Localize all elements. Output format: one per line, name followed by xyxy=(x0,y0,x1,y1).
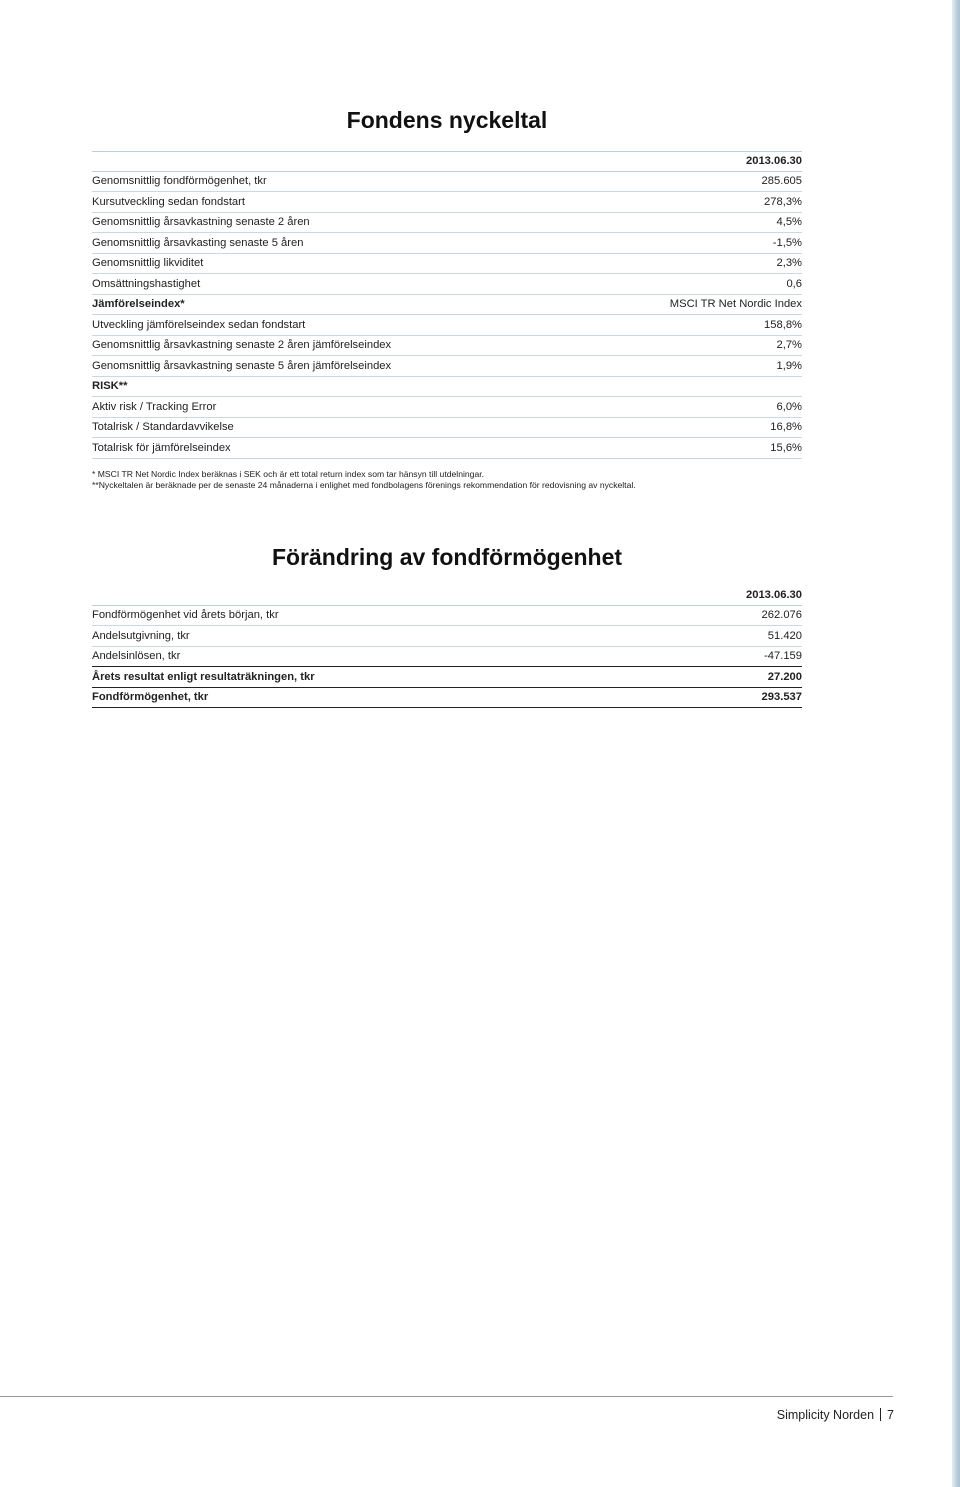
row-label: Genomsnittlig likviditet xyxy=(92,257,204,270)
row-value: 15,6% xyxy=(770,441,802,454)
table-row xyxy=(92,172,802,193)
table-row xyxy=(92,667,802,688)
row-label: Jämförelseindex* xyxy=(92,298,185,311)
footnote: * MSCI TR Net Nordic Index beräknas i SEK och är ett total return index som tar hänsyn till utdelningar. xyxy=(92,468,484,479)
table-row xyxy=(92,356,802,377)
row-value: MSCI TR Net Nordic Index xyxy=(669,298,802,311)
table-row xyxy=(92,192,802,213)
row-value: 278,3% xyxy=(764,195,802,208)
page-number: 7 xyxy=(887,1408,894,1422)
row-value: 285.605 xyxy=(761,175,802,188)
page-footer xyxy=(777,1408,894,1422)
row-value: 4,5% xyxy=(776,216,802,229)
key-figures-date-header xyxy=(92,151,802,172)
asset-change-title: Förändring av fondförmögenhet xyxy=(271,544,623,570)
date-header-label: 2013.06.30 xyxy=(746,588,802,601)
row-label: Fondförmögenhet, tkr xyxy=(92,691,209,704)
row-label: Årets resultat enligt resultaträkningen, tkr xyxy=(92,670,315,683)
row-label: Genomsnittlig fondförmögenhet, tkr xyxy=(92,175,267,188)
row-label: Andelsinlösen, tkr xyxy=(92,650,181,663)
key-figures-section xyxy=(92,106,802,491)
row-label: Fondförmögenhet vid årets början, tkr xyxy=(92,609,279,622)
table-row xyxy=(92,647,802,668)
table-row xyxy=(92,438,802,459)
row-value: 158,8% xyxy=(764,318,802,331)
row-value: 27.200 xyxy=(767,670,802,683)
table-row xyxy=(92,254,802,275)
table-row xyxy=(92,397,802,418)
footer-separator xyxy=(880,1408,881,1421)
asset-change-section xyxy=(92,543,802,708)
row-label: RISK** xyxy=(92,380,128,393)
row-label: Omsättningshastighet xyxy=(92,277,201,290)
table-row xyxy=(92,213,802,234)
row-value: 262.076 xyxy=(761,609,802,622)
footer-brand: Simplicity Norden xyxy=(776,1408,875,1422)
row-value: -1,5% xyxy=(772,236,802,249)
table-row xyxy=(92,418,802,439)
row-value: 2,3% xyxy=(776,257,802,270)
row-label: Genomsnittlig årsavkasting senaste 5 åren xyxy=(92,236,304,249)
row-value: 2,7% xyxy=(776,339,802,352)
table-row xyxy=(92,274,802,295)
date-header-label: 2013.06.30 xyxy=(746,155,802,168)
decorative-side-bar xyxy=(952,0,960,1487)
table-row xyxy=(92,295,802,316)
table-row xyxy=(92,606,802,627)
row-label: Utveckling jämförelseindex sedan fondstart xyxy=(92,318,306,331)
row-value: 6,0% xyxy=(776,400,802,413)
row-value: 16,8% xyxy=(770,421,802,434)
row-value: -47.159 xyxy=(764,650,802,663)
row-label: Genomsnittlig årsavkastning senaste 2 åren xyxy=(92,216,310,229)
row-value: 1,9% xyxy=(776,359,802,372)
row-label: Genomsnittlig årsavkastning senaste 5 åren jämförelseindex xyxy=(92,359,392,372)
table-row xyxy=(92,688,802,709)
table-row xyxy=(92,233,802,254)
table-row xyxy=(92,377,802,398)
row-label: Totalrisk för jämförelseindex xyxy=(92,441,231,454)
footnotes xyxy=(92,469,802,491)
row-value: 293.537 xyxy=(761,691,802,704)
key-figures-title: Fondens nyckeltal xyxy=(346,107,548,133)
table-row xyxy=(92,626,802,647)
row-label: Kursutveckling sedan fondstart xyxy=(92,195,245,208)
row-label: Totalrisk / Standardavvikelse xyxy=(92,421,234,434)
footer-divider xyxy=(0,1396,893,1397)
row-value: 51.420 xyxy=(767,629,802,642)
row-label: Genomsnittlig årsavkastning senaste 2 åren jämförelseindex xyxy=(92,339,392,352)
table-row xyxy=(92,336,802,357)
row-label: Andelsutgivning, tkr xyxy=(92,629,190,642)
asset-change-date-header xyxy=(92,585,802,606)
row-value: 0,6 xyxy=(786,277,802,290)
footnote: **Nyckeltalen är beräknade per de senaste 24 månaderna i enlighet med fondbolagens förenings rekommendation för redovisning av nyckeltal. xyxy=(92,479,636,490)
row-label: Aktiv risk / Tracking Error xyxy=(92,400,217,413)
table-row xyxy=(92,315,802,336)
